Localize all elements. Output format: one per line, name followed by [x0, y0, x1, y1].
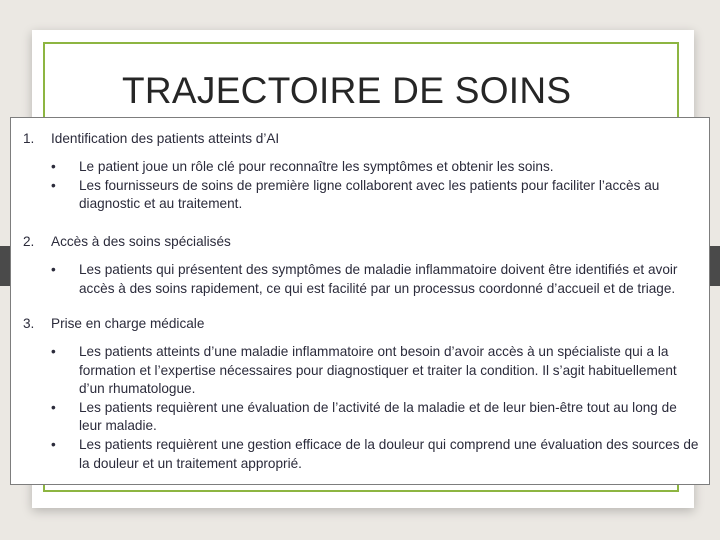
bullet-text: Les patients requièrent une gestion efficace de la douleur qui comprend une évaluation des sources de la douleur et un traitement approprié. — [79, 436, 699, 471]
bullet-list — [11, 158, 709, 214]
bullet-icon: • — [51, 262, 56, 277]
bullet-icon: • — [51, 344, 56, 359]
section-title: Identification des patients atteints d’AI — [51, 131, 280, 146]
list-item — [11, 158, 709, 177]
bullet-text: Les fournisseurs de soins de première ligne collaborent avec les patients pour faciliter l’accès au diagnostic et au traitement. — [79, 177, 660, 212]
list-item — [11, 436, 709, 473]
bullet-text: Le patient joue un rôle clé pour reconnaître les symptômes et obtenir les soins. — [79, 159, 554, 174]
content-panel — [10, 117, 710, 485]
bullet-icon: • — [51, 436, 56, 452]
section-title: Accès à des soins spécialisés — [51, 234, 231, 249]
section-heading — [11, 315, 709, 334]
section-heading — [11, 233, 709, 252]
list-item — [11, 343, 709, 399]
section-specialized-access — [11, 233, 709, 298]
list-item — [11, 399, 709, 436]
section-identification — [11, 130, 709, 214]
slide-title: TRAJECTOIRE DE SOINS — [122, 70, 572, 111]
section-number: 1. — [23, 131, 35, 146]
section-heading — [11, 130, 709, 149]
bullet-text: Les patients atteints d’une maladie inflammatoire ont besoin d’avoir accès à un spécialiste qui a la formation et l’expertise nécessaires pour diagnostiquer et traiter la condition. Il s’agit habituellement d’un rhumatologue. — [79, 344, 677, 397]
bullet-icon: • — [51, 159, 56, 174]
bullet-list — [11, 261, 709, 298]
bullet-icon: • — [51, 399, 56, 415]
section-number: 2. — [23, 234, 35, 249]
section-number: 3. — [23, 316, 35, 331]
list-item — [11, 261, 709, 298]
bullet-text: Les patients requièrent une évaluation de l’activité de la maladie et de leur bien-être tout au long de leur maladie. — [79, 399, 677, 434]
bullet-list — [11, 343, 709, 473]
list-item — [11, 177, 709, 214]
section-medical-care — [11, 315, 709, 473]
section-title: Prise en charge médicale — [51, 316, 205, 331]
bullet-text: Les patients qui présentent des symptômes de maladie inflammatoire doivent être identifiés et avoir accès à des soins rapidement, ce qui est facilité par un processus coordonné d’accueil et de triage. — [79, 262, 678, 296]
bullet-icon: • — [51, 177, 56, 193]
